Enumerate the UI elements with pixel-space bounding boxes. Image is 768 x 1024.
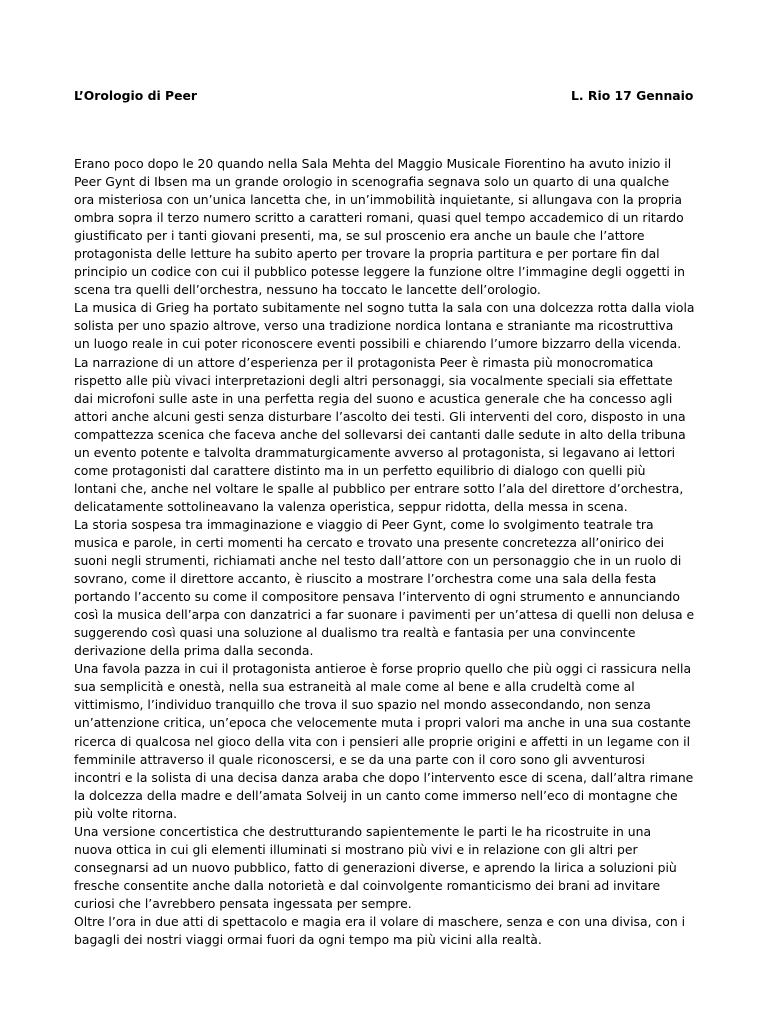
text-line: solista per uno spazio altrove, verso una tradizione nordica lontana e straniante ma ricostruttiva: [74, 318, 674, 334]
text-line: sua semplicità e onestà, nella sua estraneità al male come al bene e alla crudeltà come al: [74, 679, 635, 695]
text-line: curiosi che l’avrebbero pensata ingessata per sempre.: [74, 895, 412, 911]
text-line: Oltre l’ora in due atti di spettacolo e magia era il volare di maschere, senza e con una divisa, con i: [74, 913, 686, 929]
text-line: La storia sospesa tra immaginazione e viaggio di Peer Gynt, come lo svolgimento teatrale tra: [74, 516, 654, 532]
text-line: ombra sopra il terzo numero scritto a caratteri romani, quasi quel tempo accademico di un ritardo: [74, 210, 684, 226]
text-line: suggerendo così quasi una soluzione al dualismo tra realtà e fantasia per una convincente: [74, 625, 636, 641]
text-line: La musica di Grieg ha portato subitamente nel sogno tutta la sala con una dolcezza rotta dalla viola: [74, 300, 695, 316]
text-line: scena tra quelli dell’orchestra, nessuno ha toccato le lancette dell’orologio.: [74, 282, 541, 298]
text-line: portando l’accento su come il compositore pensava l’intervento di ogni strumento e annunciando: [74, 589, 680, 605]
text-line: musica e parole, in certi momenti ha cercato e trovato una presente concretezza all’onirico dei: [74, 534, 665, 550]
text-line: delicatamente sottolineavano la valenza operistica, seppur ridotta, della messa in scena.: [74, 498, 628, 514]
text-line: così la musica dell’arpa con danzatrici a far suonare i pavimenti per un’attesa di quelli non delusa e: [74, 607, 695, 623]
text-line: nuova ottica in cui gli elementi illuminati si mostrano più vivi e in relazione con gli altri per: [74, 841, 638, 857]
text-line: Una favola pazza in cui il protagonista antieroe è forse proprio quello che più oggi ci rassicura nella: [74, 661, 692, 677]
text-line: derivazione della prima dalla seconda.: [74, 643, 314, 659]
text-line: vittimismo, l’individuo tranquillo che trova il suo spazio nel mondo assecondando, non senza: [74, 697, 651, 713]
text-line: Peer Gynt di Ibsen ma un grande orologio in scenografia segnava solo un quarto di una qualche: [74, 174, 670, 190]
text-line: femminile attraverso il quale riconoscersi, e se da una parte con il coro sono gli avventurosi: [74, 751, 645, 767]
text-line: ora misteriosa con un’unica lancetta che, in un’immobilità inquietante, si allungava con la propria: [74, 192, 682, 208]
text-line: rispetto alle più vivaci interpretazioni degli altri personaggi, sia vocalmente speciali sia effettate: [74, 372, 673, 388]
text-line: dai microfoni sulle aste in una perfetta regia del suono e acustica generale che ha concesso agli: [74, 390, 673, 406]
text-line: ricerca di qualcosa nel gioco della vita con i pensieri alle proprie origini e affetti in un legame con il: [74, 733, 691, 749]
text-line: fresche consentite anche dalla notorietà e dal coinvolgente romanticismo dei brani ad invitare: [74, 877, 661, 893]
text-line: lontani che, anche nel voltare le spalle al pubblico per entrare sotto l’ala del direttore d’orchestra,: [74, 480, 684, 496]
text-line: un luogo reale in cui poter riconoscere eventi possibili e chiarendo l’umore bizzarro della vicenda.: [74, 336, 682, 352]
text-line: suoni negli strumenti, richiamati anche nel testo dall’attore con un personaggio che in un ruolo di: [74, 553, 682, 569]
text-line: Una versione concertistica che destrutturando sapientemente le parti le ha ricostruite in una: [74, 823, 652, 839]
text-line: compattezza scenica che faceva anche del sollevarsi dei cantanti dalle sedute in alto della tribuna: [74, 426, 686, 442]
text-line: più volte ritorna.: [74, 805, 178, 821]
author-date: L. Rio 17 Gennaio: [571, 88, 694, 103]
text-line: principio un codice con cui il pubblico potesse leggere la funzione oltre l’immagine degli oggetti in: [74, 264, 686, 280]
text-line: La narrazione di un attore d’esperienza per il protagonista Peer è rimasta più monocromatica: [74, 354, 654, 370]
text-line: consegnarsi ad un nuovo pubblico, fatto di generazioni diverse, e aprendo la lirica a soluzioni più: [74, 859, 677, 875]
text-line: protagonista delle letture ha subito aperto per trovare la propria partitura e per portare fin dal: [74, 246, 660, 262]
document-title: L’Orologio di Peer: [74, 88, 198, 103]
text-line: sovrano, come il direttore accanto, è riuscito a mostrare l’orchestra come una sala della festa: [74, 571, 657, 587]
text-line: giustificato per i tanti giovani presenti, ma, se sul proscenio era anche un baule che l’attore: [74, 228, 645, 244]
text-line: Erano poco dopo le 20 quando nella Sala Mehta del Maggio Musicale Fiorentino ha avuto inizio il: [74, 156, 672, 171]
article-body: [74, 155, 704, 949]
text-line: incontri e la solista di una decisa danza araba che dopo l’intervento esce di scena, dall’altra rimane: [74, 769, 694, 785]
text-line: come protagonisti dal carattere distinto ma in un perfetto equilibrio di dialogo con quelli più: [74, 462, 646, 478]
text-line: bagagli dei nostri viaggi ormai fuori da ogni tempo ma più vicini alla realtà.: [74, 932, 542, 948]
text-line: la dolcezza della madre e dell’amata Solveij in un canto come immerso nell’eco di montagne che: [74, 787, 678, 803]
text-line: un’attenzione critica, un’epoca che velocemente muta i propri valori ma anche in una sua costante: [74, 715, 691, 731]
text-line: attori anche alcuni gesti senza disturbare l’ascolto dei testi. Gli interventi del coro, disposto in una: [74, 408, 686, 424]
text-line: un evento potente e talvolta drammaturgicamente avverso al protagonista, si legavano ai lettori: [74, 444, 676, 460]
